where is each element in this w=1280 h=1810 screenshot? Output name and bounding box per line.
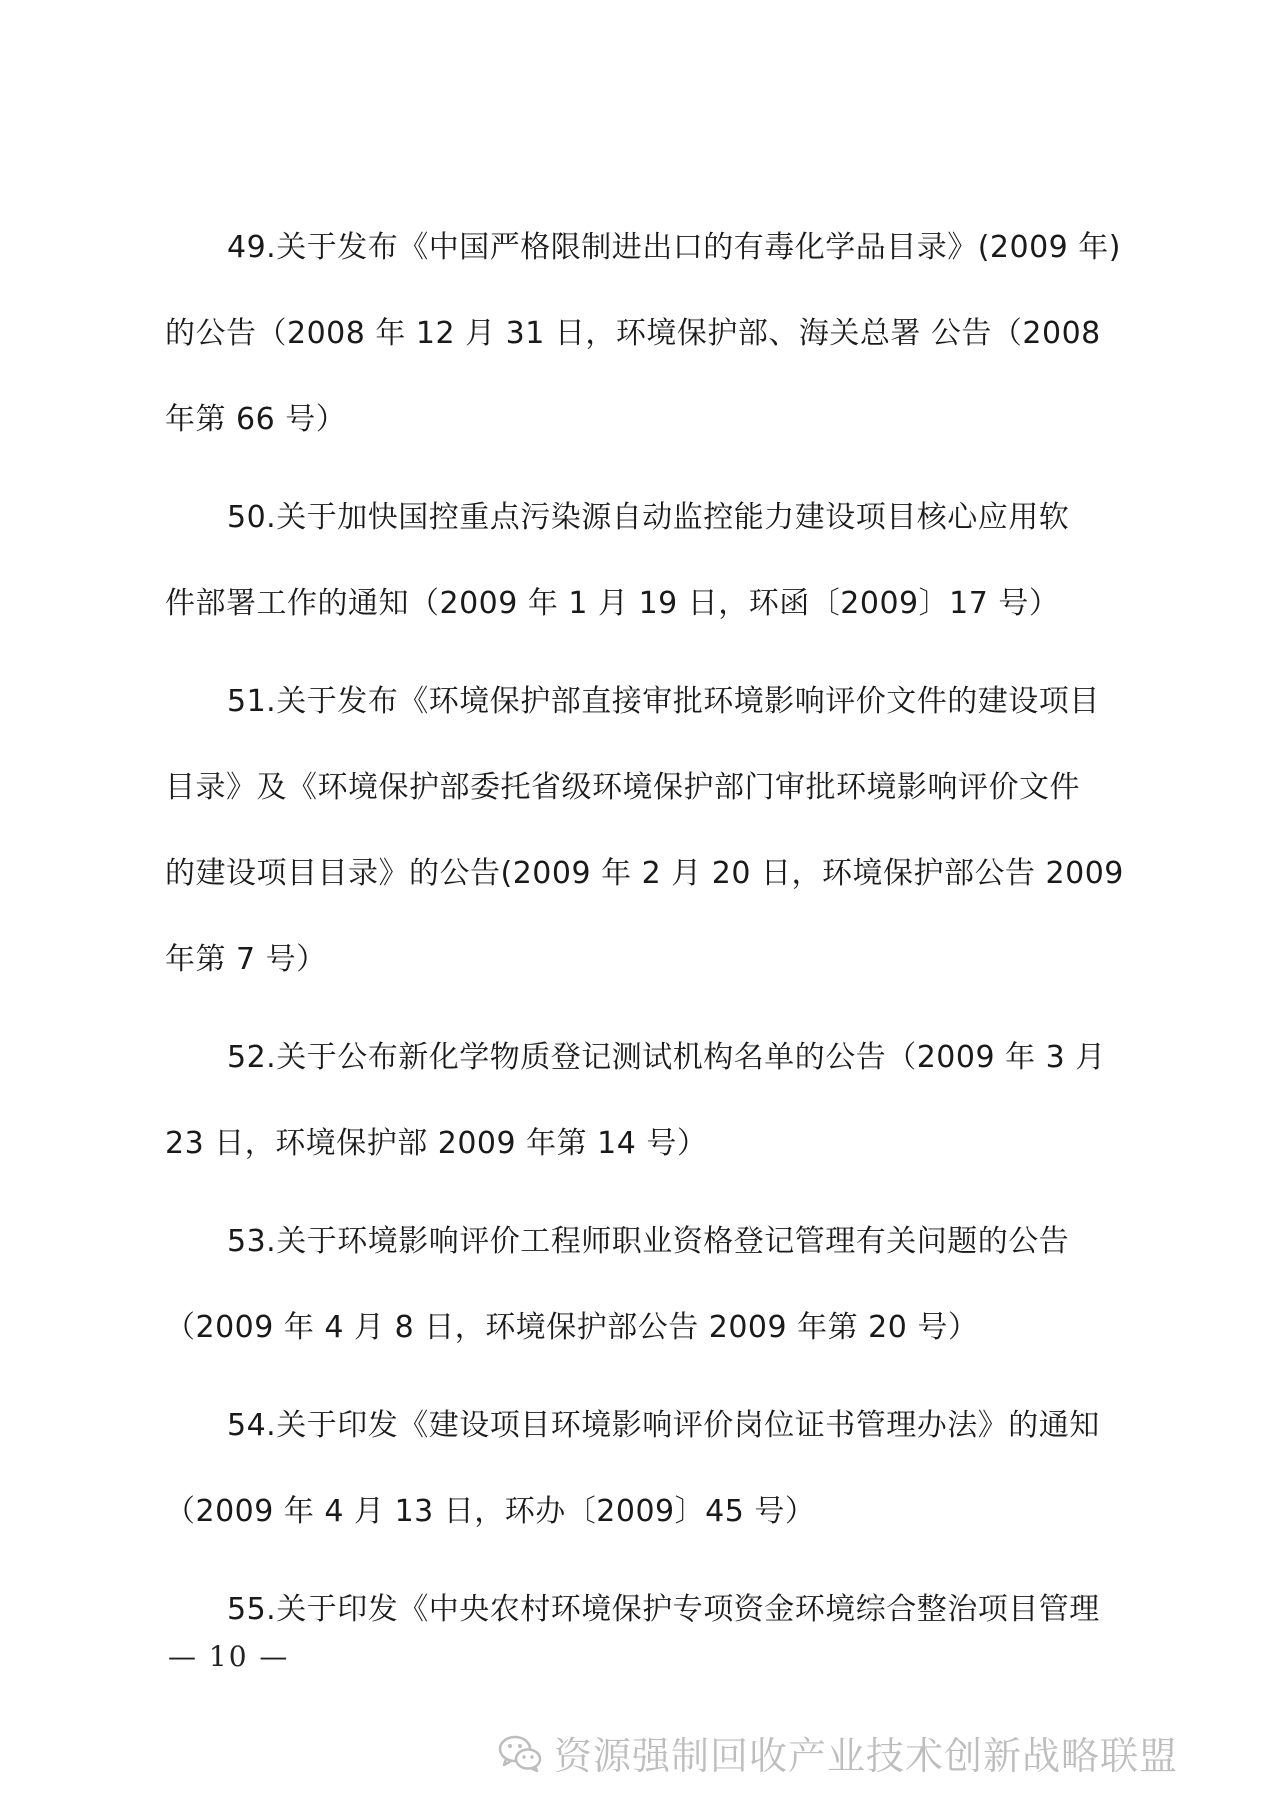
list-item-line: 件部署工作的通知（2009 年 1 月 19 日，环函〔2009〕17 号）	[165, 586, 1060, 621]
watermark-text: 资源强制回收产业技术创新战略联盟	[554, 1734, 1179, 1778]
list-item-line: 年第 7 号）	[165, 942, 327, 977]
wechat-icon	[498, 1734, 542, 1772]
list-item	[165, 1199, 1125, 1371]
list-item-line: 52.关于公布新化学物质登记测试机构名单的公告（2009 年 3 月	[227, 1040, 1106, 1075]
list-item-line: （2009 年 4 月 8 日，环境保护部公告 2009 年第 20 号）	[165, 1310, 979, 1345]
list-item-line: 53.关于环境影响评价工程师职业资格登记管理有关问题的公告	[227, 1224, 1070, 1259]
list-item-line: 目录》及《环境保护部委托省级环境保护部门审批环境影响评价文件	[165, 770, 1080, 805]
list-item-line: 50.关于加快国控重点污染源自动监控能力建设项目核心应用软	[227, 500, 1070, 535]
list-item	[165, 1567, 1125, 1653]
list-item	[165, 1015, 1125, 1187]
list-item-line: 55.关于印发《中央农村环境保护专项资金环境综合整治项目管理	[227, 1592, 1100, 1627]
list-item-line: 年第 66 号）	[165, 402, 347, 437]
page-number: — 10 —	[168, 1640, 290, 1673]
list-item-line: 49.关于发布《中国严格限制进出口的有毒化学品目录》(2009 年)	[227, 230, 1122, 265]
list-item	[165, 659, 1125, 1003]
list-item	[165, 1383, 1125, 1555]
list-item-line: 54.关于印发《建设项目环境影响评价岗位证书管理办法》的通知	[227, 1408, 1100, 1443]
document-body	[165, 205, 1125, 1665]
list-item-line: 的公告（2008 年 12 月 31 日，环境保护部、海关总署 公告（2008	[165, 316, 1101, 351]
list-item	[165, 475, 1125, 647]
list-item-line: （2009 年 4 月 13 日，环办〔2009〕45 号）	[165, 1494, 816, 1529]
list-item-line: 23 日，环境保护部 2009 年第 14 号）	[165, 1126, 708, 1161]
list-item-line: 的建设项目目录》的公告(2009 年 2 月 20 日，环境保护部公告 2009	[165, 856, 1124, 891]
list-item	[165, 205, 1125, 463]
watermark	[498, 1725, 1178, 1780]
list-item-line: 51.关于发布《环境保护部直接审批环境影响评价文件的建设项目	[227, 684, 1100, 719]
